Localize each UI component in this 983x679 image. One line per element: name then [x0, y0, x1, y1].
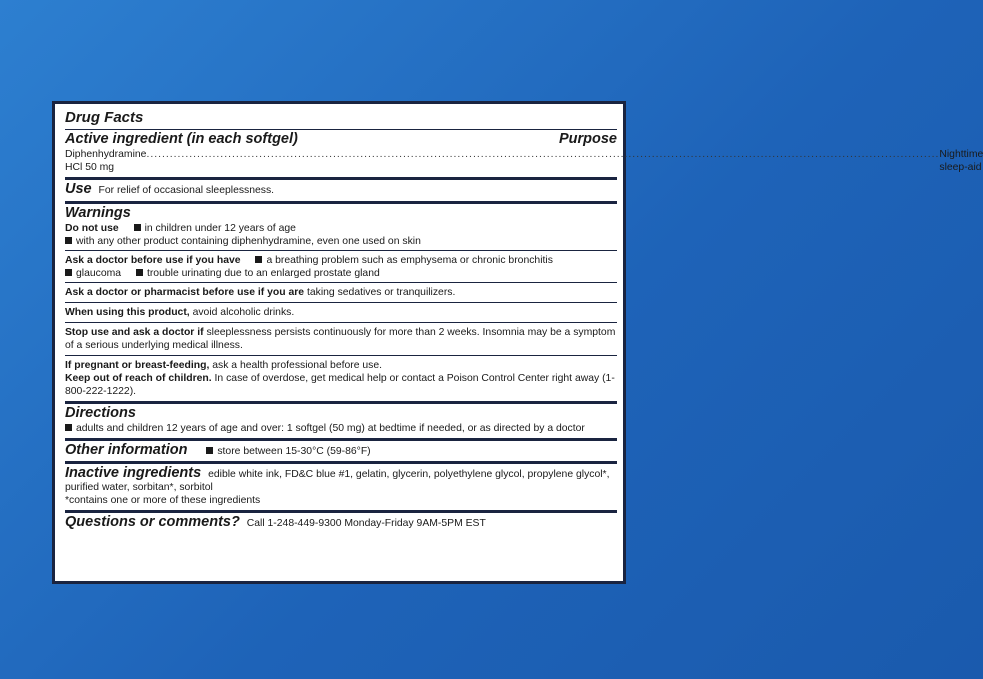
when-using-block [65, 303, 617, 323]
do-not-use-label: Do not use [65, 223, 119, 234]
ask-pharmacist-block [65, 283, 617, 303]
bullet-icon [134, 224, 141, 231]
ask-pharmacist-label: Ask a doctor or pharmacist before use if you are [65, 287, 305, 298]
questions-text: Call 1-248-449-9300 Monday-Friday 9AM-5PM EST [246, 518, 486, 529]
inactive-ingredients-note: *contains one or more of these ingredients [65, 495, 261, 506]
active-ingredient-heading: Active ingredient (in each softgel) [65, 131, 298, 147]
directions-section [65, 404, 617, 441]
stop-use-label: Stop use and ask a doctor if [65, 327, 204, 338]
drug-facts-panel [52, 101, 983, 584]
purpose-heading: Purpose [558, 131, 617, 147]
leader-dots: ............................................................................................................................................................................................................ [146, 149, 940, 160]
ask-doctor-label: Ask a doctor before use if you have [65, 255, 241, 266]
warnings-section [65, 204, 617, 404]
drug-facts-inner [55, 104, 983, 581]
inactive-ingredients-section [65, 464, 617, 513]
bullet-icon [65, 424, 72, 431]
questions-section [65, 513, 617, 533]
other-information-text: store between 15-30°C (59-86°F) [217, 446, 371, 457]
when-using-label: When using this product, [65, 307, 190, 318]
ask-doctor-item: glaucoma [76, 268, 122, 279]
keep-out-text: In case of overdose, get medical help or contact a Poison Control Center right away (1-800-222-1222). [65, 373, 615, 397]
active-ingredient-section [65, 130, 983, 180]
bullet-icon [136, 269, 143, 276]
directions-text: adults and children 12 years of age and over: 1 softgel (50 mg) at bedtime if needed, or as directed by a doctor [76, 423, 585, 434]
questions-heading: Questions or comments? [65, 514, 240, 530]
bullet-icon [65, 237, 72, 244]
stop-use-text: sleeplessness persists continuously for more than 2 weeks. Insomnia may be a symptom of a serious underlying medical illness. [65, 327, 616, 351]
drug-facts-title: Drug Facts [65, 106, 617, 130]
inactive-ingredients-heading: Inactive ingredients [65, 465, 202, 481]
active-ingredient-row [65, 148, 983, 174]
do-not-use-block [65, 222, 617, 251]
ask-doctor-item: a breathing problem such as emphysema or chronic bronchitis [266, 255, 553, 266]
ask-pharmacist-text: taking sedatives or tranquilizers. [306, 287, 456, 298]
bullet-icon [255, 256, 262, 263]
keep-out-label: Keep out of reach of children. [65, 373, 212, 384]
when-using-text: avoid alcoholic drinks. [192, 307, 295, 318]
inactive-ingredients-text: edible white ink, FD&C blue #1, gelatin, glycerin, polyethylene glycol, propylene glycol*, purified water, sorbitan*, sorbitol [65, 469, 610, 493]
ask-doctor-item: trouble urinating due to an enlarged prostate gland [146, 268, 380, 279]
use-heading: Use [65, 181, 92, 197]
use-text: For relief of occasional sleeplessness. [98, 185, 275, 196]
pregnant-text: ask a health professional before use. [212, 360, 383, 371]
ask-doctor-block [65, 251, 617, 283]
directions-heading: Directions [65, 405, 136, 421]
bullet-icon [65, 269, 72, 276]
stop-use-block [65, 323, 617, 356]
do-not-use-item: in children under 12 years of age [144, 223, 296, 234]
pregnant-keep-out-block [65, 356, 617, 401]
warnings-heading: Warnings [65, 205, 131, 221]
pregnant-label: If pregnant or breast-feeding, [65, 360, 210, 371]
do-not-use-item: with any other product containing diphenhydramine, even one used on skin [76, 236, 421, 247]
active-ingredient-name: Diphenhydramine HCl 50 mg [65, 149, 147, 173]
use-section [65, 180, 617, 204]
other-information-section [65, 441, 617, 464]
bullet-icon [206, 447, 213, 454]
active-ingredient-purpose: Nighttime sleep-aid [939, 149, 983, 173]
other-information-heading: Other information [65, 442, 188, 458]
